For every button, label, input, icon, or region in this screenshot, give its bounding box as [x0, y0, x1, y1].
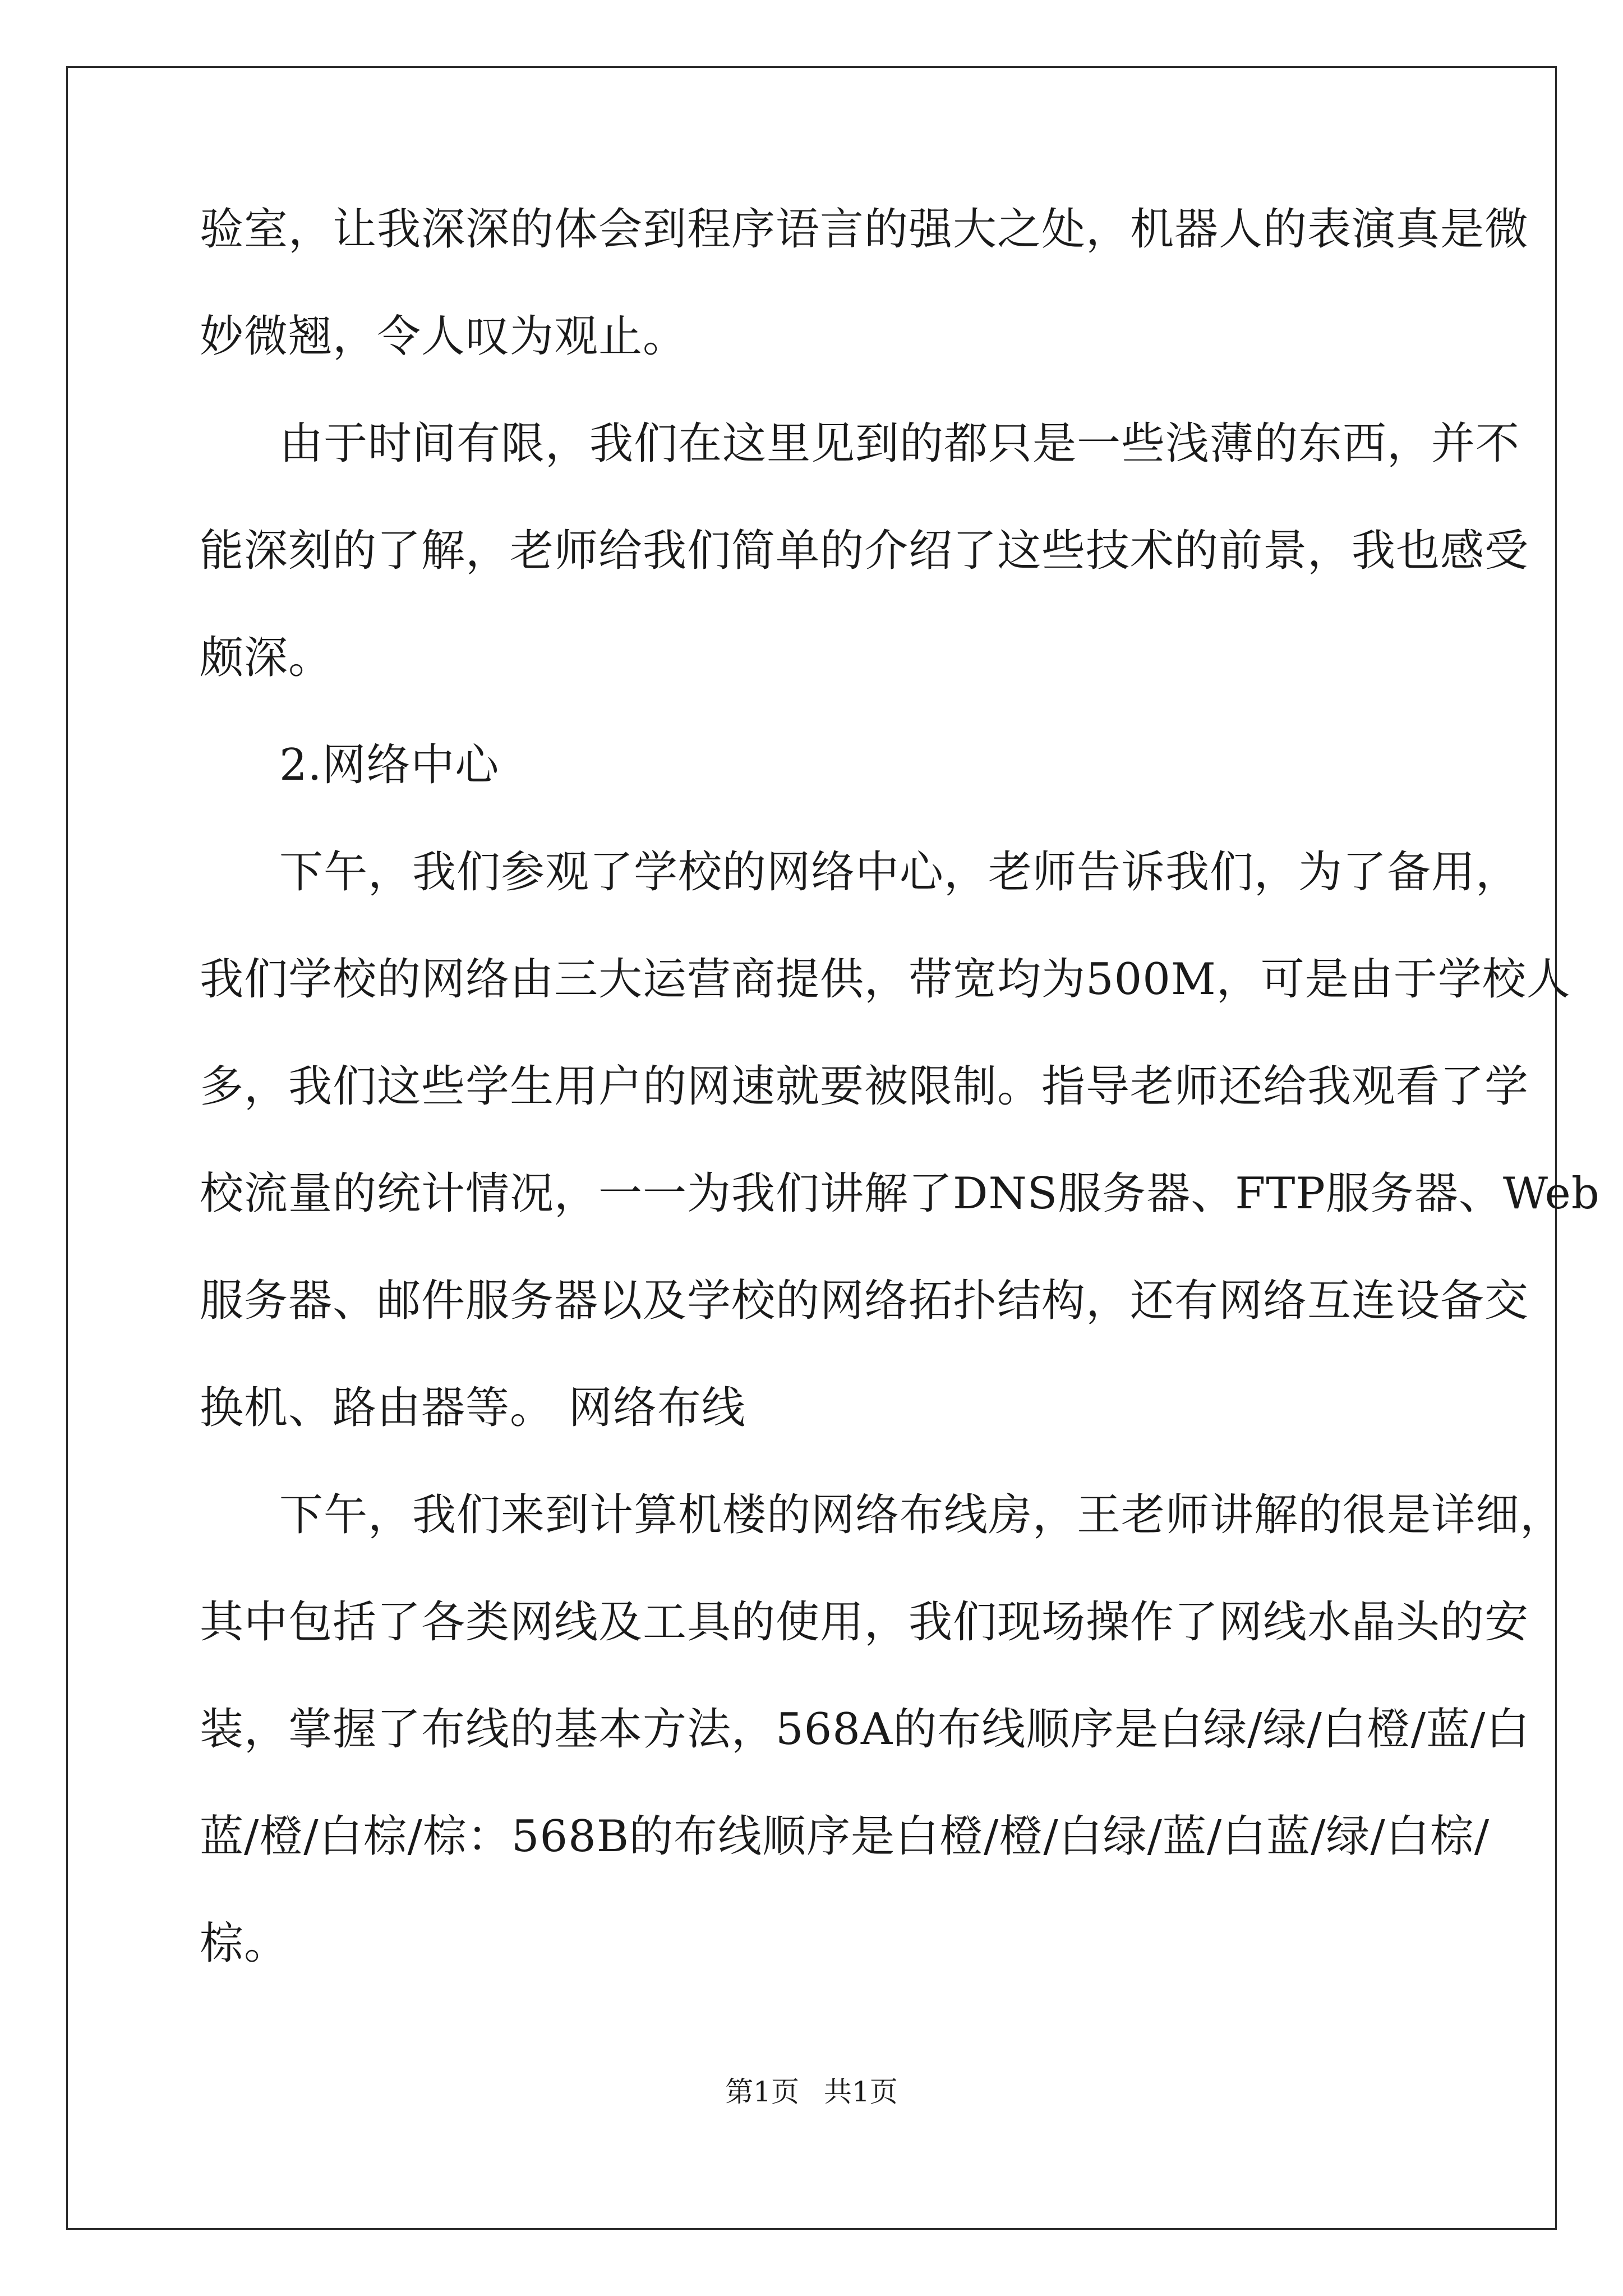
- text-line: 其中包括了各类网线及工具的使用，我们现场操作了网线水晶头的安: [200, 1597, 1529, 1648]
- text-line: 下午，我们参观了学校的网络中心，老师告诉我们，为了备用，: [279, 847, 1520, 898]
- text-line: 多，我们这些学生用户的网速就要被限制。指导老师还给我观看了学: [200, 1061, 1529, 1112]
- page-footer: [0, 2078, 1623, 2106]
- text-line: 装，掌握了布线的基本方法，568A的布线顺序是白绿/绿/白橙/蓝/白: [200, 1704, 1530, 1755]
- text-line: 由于时间有限，我们在这里见到的都只是一些浅薄的东西，并不: [279, 418, 1520, 469]
- text-line: 颇深。: [200, 633, 333, 683]
- text-line: 服务器、邮件服务器以及学校的网络拓扑结构，还有网络互连设备交: [200, 1276, 1529, 1326]
- page-number-current: 第1页: [725, 2076, 799, 2108]
- text-line: 妙微翘，令人叹为观止。: [200, 311, 688, 362]
- section-heading: 2.网络中心: [279, 740, 500, 790]
- page-number-total: 共1页: [824, 2076, 898, 2108]
- text-line: 我们学校的网络由三大运营商提供，带宽均为500M，可是由于学校人: [200, 954, 1571, 1005]
- text-line: 换机、路由器等。 网络布线: [200, 1383, 746, 1433]
- text-line: 蓝/橙/白棕/棕：568B的布线顺序是白橙/橙/白绿/蓝/白蓝/绿/白棕/: [200, 1811, 1490, 1862]
- document-body: [200, 204, 1600, 2029]
- text-line: 下午，我们来到计算机楼的网络布线房，王老师讲解的很是详细，: [279, 1490, 1565, 1540]
- text-line: 验室，让我深深的体会到程序语言的强大之处，机器人的表演真是微: [200, 204, 1529, 255]
- text-line: 棕。: [200, 1918, 289, 1969]
- text-line: 校流量的统计情况，一一为我们讲解了DNS服务器、FTP服务器、Web: [200, 1168, 1600, 1219]
- text-line: 能深刻的了解，老师给我们简单的介绍了这些技术的前景，我也感受: [200, 526, 1529, 576]
